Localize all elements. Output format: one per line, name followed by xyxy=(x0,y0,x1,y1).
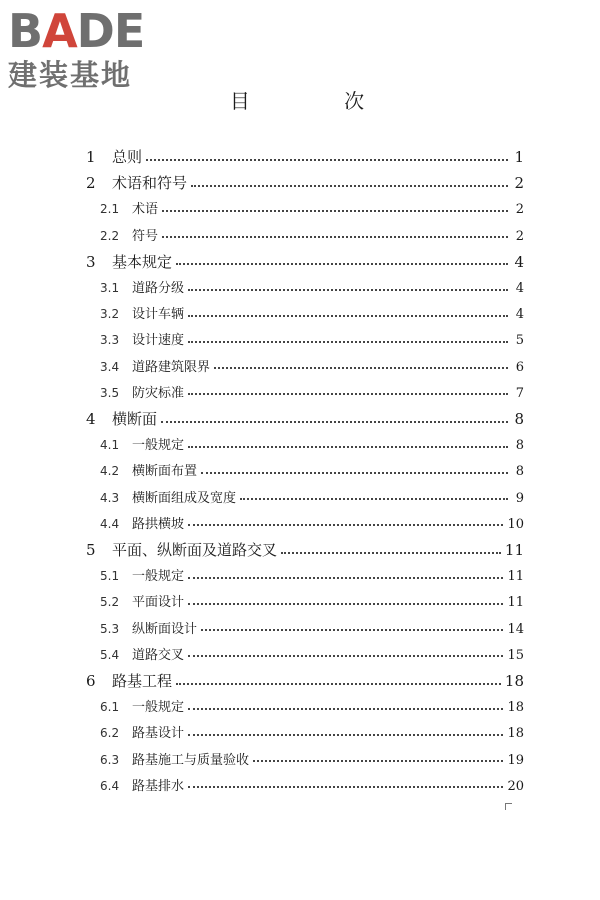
entry-page-number: 8 xyxy=(515,464,524,480)
entry-number: 4.1 xyxy=(100,438,120,453)
toc-section-entry[interactable] xyxy=(100,722,524,741)
dot-leader xyxy=(188,734,503,736)
dot-leader xyxy=(146,159,508,161)
entry-label: 横断面 xyxy=(112,410,158,428)
entry-page-number: 15 xyxy=(507,647,524,663)
toc-chapter-entry[interactable] xyxy=(86,408,524,429)
dot-leader xyxy=(188,655,503,657)
entry-label: 总则 xyxy=(112,148,143,166)
entry-number: 1 xyxy=(86,148,96,166)
dot-leader xyxy=(191,185,508,187)
entry-label: 防灾标准 xyxy=(132,385,185,401)
entry-number: 6.1 xyxy=(100,700,120,715)
entry-page-number: 8 xyxy=(514,410,524,428)
entry-label: 路基排水 xyxy=(132,778,185,794)
dot-leader xyxy=(162,236,508,238)
logo-accent-letter: A xyxy=(42,4,77,58)
entry-page-number: 9 xyxy=(515,490,524,506)
entry-label: 平面设计 xyxy=(132,595,185,611)
entry-label: 路拱横坡 xyxy=(132,516,185,532)
entry-page-number: 18 xyxy=(507,700,524,716)
entry-number: 5.4 xyxy=(100,647,120,662)
entry-page-number: 4 xyxy=(514,252,524,271)
toc-chapter-entry[interactable] xyxy=(86,539,524,560)
dot-leader xyxy=(188,524,503,526)
entry-label: 一般规定 xyxy=(132,700,185,716)
entry-number: 5 xyxy=(86,541,96,559)
toc-section-entry[interactable] xyxy=(100,775,524,794)
entry-number: 2.1 xyxy=(100,202,120,217)
toc-section-entry[interactable] xyxy=(100,591,524,610)
entry-page-number: 10 xyxy=(507,516,524,532)
entry-page-number: 4 xyxy=(515,307,524,323)
entry-label: 道路交叉 xyxy=(132,647,185,663)
entry-label: 一般规定 xyxy=(132,569,185,585)
dot-leader xyxy=(253,760,503,762)
entry-number: 4.4 xyxy=(100,516,120,531)
entry-number: 6.2 xyxy=(100,726,120,741)
entry-label: 横断面布置 xyxy=(132,464,198,480)
toc-section-entry[interactable] xyxy=(100,618,524,637)
entry-page-number: 2 xyxy=(515,228,524,244)
dot-leader xyxy=(201,629,503,631)
dot-leader xyxy=(188,577,503,579)
entry-page-number: 2 xyxy=(514,174,524,193)
entry-page-number: 1 xyxy=(514,148,524,166)
dot-leader xyxy=(188,708,503,710)
logo-subtitle: 建装基地 xyxy=(8,58,133,92)
entry-label: 道路分级 xyxy=(132,281,185,296)
bade-logo xyxy=(8,6,178,92)
toc-title: 目 次 xyxy=(229,89,409,113)
entry-label: 术语 xyxy=(132,202,159,218)
toc-section-entry[interactable] xyxy=(100,565,524,584)
toc-section-entry[interactable] xyxy=(100,696,524,715)
toc-chapter-entry[interactable] xyxy=(86,146,524,167)
dot-leader xyxy=(161,421,508,423)
toc-section-entry[interactable] xyxy=(100,277,524,296)
dot-leader xyxy=(188,289,508,291)
entry-page-number: 7 xyxy=(515,385,524,401)
entry-page-number: 18 xyxy=(504,672,524,690)
entry-number: 6.4 xyxy=(100,778,120,793)
entry-page-number: 8 xyxy=(515,438,524,454)
dot-leader xyxy=(176,683,501,685)
entry-page-number: 2 xyxy=(515,202,524,218)
entry-number: 6.3 xyxy=(100,752,120,767)
dot-leader xyxy=(188,603,503,605)
entry-number: 4 xyxy=(86,410,96,428)
entry-number: 3.2 xyxy=(100,307,120,322)
entry-label: 基本规定 xyxy=(112,252,173,271)
entry-page-number: 20 xyxy=(507,778,524,794)
dot-leader xyxy=(281,552,501,554)
dot-leader xyxy=(188,446,508,448)
entry-page-number: 11 xyxy=(504,541,524,559)
entry-number: 3.1 xyxy=(100,281,120,295)
logo-wordmark: BADE xyxy=(8,4,145,58)
entry-number: 6 xyxy=(86,672,96,690)
entry-label: 符号 xyxy=(132,228,159,244)
entry-label: 设计车辆 xyxy=(132,307,185,323)
entry-page-number: 11 xyxy=(507,569,524,585)
entry-page-number: 4 xyxy=(515,281,524,296)
toc-section-entry[interactable] xyxy=(100,329,524,348)
toc-chapter-entry[interactable] xyxy=(86,172,524,193)
entry-label: 平面、纵断面及道路交叉 xyxy=(112,541,278,559)
toc-chapter-entry[interactable] xyxy=(86,670,524,691)
entry-number: 5.1 xyxy=(100,569,120,584)
entry-page-number: 6 xyxy=(515,359,524,375)
toc-section-entry[interactable] xyxy=(100,303,524,322)
corner-mark xyxy=(505,803,512,810)
entry-label: 路基工程 xyxy=(112,672,173,690)
entry-number: 3.5 xyxy=(100,385,120,400)
entry-number: 3 xyxy=(86,252,96,271)
entry-page-number: 5 xyxy=(515,333,524,349)
dot-leader xyxy=(162,210,508,212)
dot-leader xyxy=(188,786,503,788)
entry-number: 2 xyxy=(86,174,96,193)
toc-section-entry[interactable] xyxy=(100,487,524,506)
entry-label: 纵断面设计 xyxy=(132,621,198,637)
dot-leader xyxy=(240,498,508,500)
entry-number: 5.2 xyxy=(100,595,120,610)
dot-leader xyxy=(188,315,508,317)
toc-section-entry[interactable] xyxy=(100,644,524,663)
entry-label: 路基施工与质量验收 xyxy=(132,752,250,768)
entry-label: 路基设计 xyxy=(132,726,185,742)
toc-section-entry[interactable] xyxy=(100,198,524,217)
entry-page-number: 11 xyxy=(507,595,524,611)
entry-page-number: 18 xyxy=(507,726,524,742)
toc-section-entry[interactable] xyxy=(100,382,524,401)
toc-section-entry[interactable] xyxy=(100,513,524,532)
dot-leader xyxy=(176,263,508,265)
toc-chapter-entry[interactable] xyxy=(86,251,524,272)
entry-number: 4.2 xyxy=(100,464,120,479)
toc-section-entry[interactable] xyxy=(100,356,524,375)
entry-page-number: 14 xyxy=(507,621,524,637)
toc-section-entry[interactable] xyxy=(100,460,524,479)
entry-label: 一般规定 xyxy=(132,438,185,454)
toc-section-entry[interactable] xyxy=(100,434,524,453)
entry-number: 3.4 xyxy=(100,359,120,374)
entry-number: 3.3 xyxy=(100,333,120,348)
entry-number: 5.3 xyxy=(100,621,120,636)
entry-label: 道路建筑限界 xyxy=(132,359,211,375)
entry-number: 4.3 xyxy=(100,490,120,505)
dot-leader xyxy=(214,367,508,369)
entry-label: 横断面组成及宽度 xyxy=(132,490,237,506)
toc-section-entry[interactable] xyxy=(100,749,524,768)
entry-label: 设计速度 xyxy=(132,333,185,349)
entry-number: 2.2 xyxy=(100,228,120,243)
dot-leader xyxy=(188,393,508,395)
dot-leader xyxy=(201,472,508,474)
toc-section-entry[interactable] xyxy=(100,225,524,244)
dot-leader xyxy=(188,341,508,343)
entry-label: 术语和符号 xyxy=(112,174,188,193)
entry-page-number: 19 xyxy=(507,752,524,768)
